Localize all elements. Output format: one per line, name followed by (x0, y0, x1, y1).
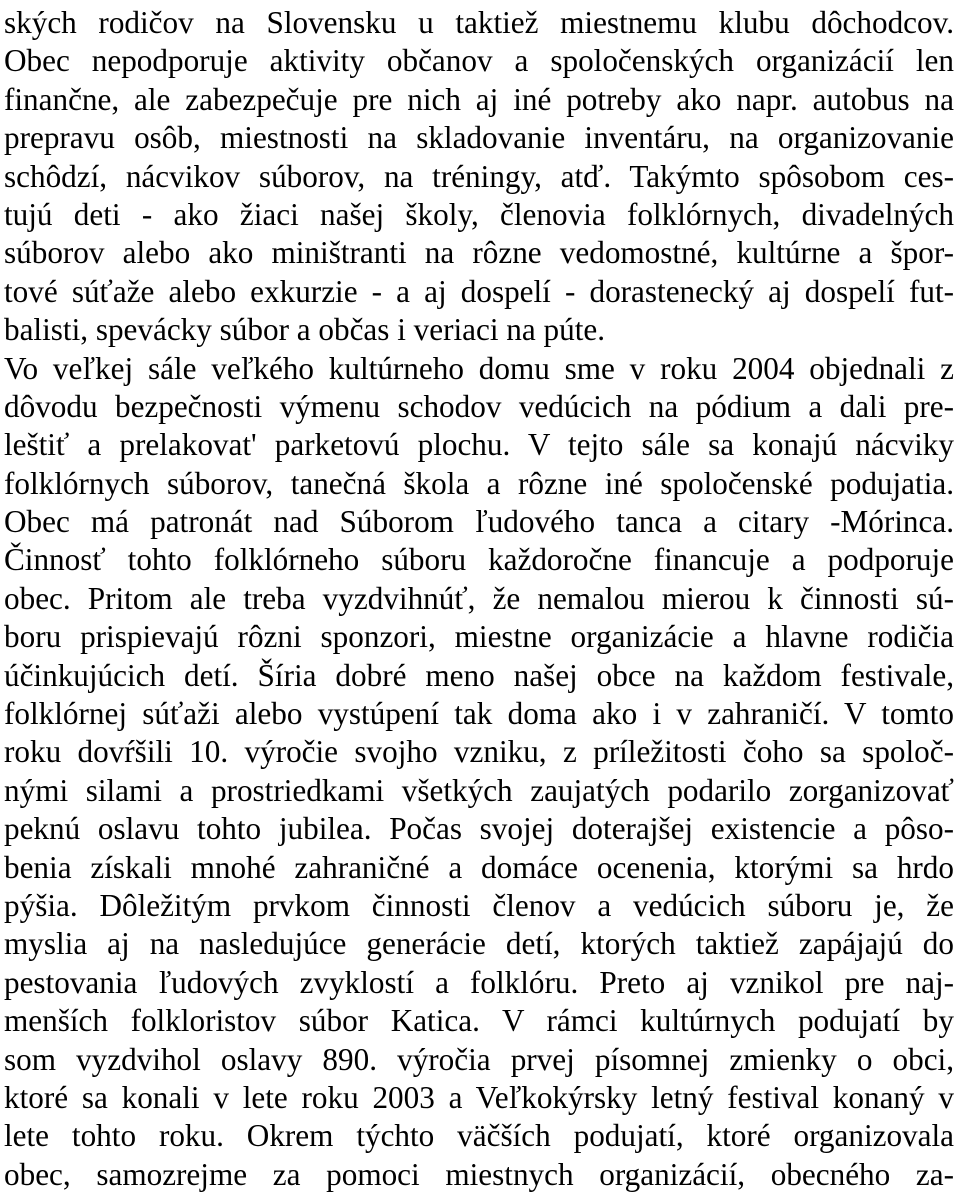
text-line: účinkujúcich detí. Šíria dobré meno našej obce na každom festivale, (4, 657, 954, 693)
text-line: ktoré sa konali v lete roku 2003 a Veľkokýrsky letný festival konaný v (4, 1079, 954, 1115)
text-line: finančne, ale zabezpečuje pre nich aj iné potreby ako napr. autobus na (4, 81, 954, 117)
text-line: pestovania ľudových zvyklostí a folklóru. Preto aj vznikol pre naj- (4, 964, 954, 1000)
text-line: folklórnej súťaži alebo vystúpení tak doma ako i v zahraničí. V tomto (4, 696, 954, 732)
text-line: prepravu osôb, miestnosti na skladovanie inventáru, na organizovanie (4, 120, 954, 156)
text-line: obec. Pritom ale treba vyzdvihnúť, že nemalou mierou k činnosti sú- (4, 580, 954, 616)
text-line: myslia aj na nasledujúce generácie detí, ktorých taktiež zapájajú do (4, 926, 954, 962)
text-line: súborov alebo ako miništranti na rôzne vedomostné, kultúrne a špor- (4, 235, 954, 271)
text-line: Vo veľkej sále veľkého kultúrneho domu sme v roku 2004 objednali z (4, 350, 954, 386)
text-line: Činnosť tohto folklórneho súboru každoročne financuje a podporuje (4, 542, 954, 578)
text-line: peknú oslavu tohto jubilea. Počas svojej doterajšej existencie a pôso- (4, 811, 954, 847)
text-line: balisti, spevácky súbor a občas i veriaci na púte. (4, 312, 606, 348)
text-line: obec, samozrejme za pomoci miestnych organizácií, obecného za- (4, 1156, 954, 1192)
text-line: pýšia. Dôležitým prvkom činnosti členov a vedúcich súboru je, že (4, 887, 954, 923)
text-line: dôvodu bezpečnosti výmenu schodov vedúcich na pódium a dali pre- (4, 388, 954, 424)
text-line: benia získali mnohé zahraničné a domáce ocenenia, ktorými sa hrdo (4, 849, 954, 885)
text-line: nými silami a prostriedkami všetkých zaujatých podarilo zorganizovať (4, 772, 954, 808)
text-line: tové súťaže alebo exkurzie - a aj dospelí - dorastenecký aj dospelí fut- (4, 273, 954, 309)
text-line: schôdzí, nácvikov súborov, na tréningy, atď. Takýmto spôsobom ces- (4, 158, 954, 194)
text-line: Obec má patronát nad Súborom ľudového tanca a citary -Mórinca. (4, 504, 954, 540)
text-line: menších folkloristov súbor Katica. V rámci kultúrnych podujatí by (4, 1003, 954, 1039)
text-line: tujú deti - ako žiaci našej školy, členovia folklórnych, divadelných (4, 196, 954, 232)
text-line: leštiť a prelakovat' parketovú plochu. V tejto sále sa konajú nácviky (4, 427, 954, 463)
text-line: boru prispievajú rôzni sponzori, miestne organizácie a hlavne rodičia (4, 619, 954, 655)
text-line: Obec nepodporuje aktivity občanov a spoločenských organizácií len (4, 43, 954, 79)
text-line: folklórnych súborov, tanečná škola a rôzne iné spoločenské podujatia. (4, 465, 954, 501)
text-line: ských rodičov na Slovensku u taktiež miestnemu klubu dôchodcov. (4, 5, 954, 40)
text-line: lete tohto roku. Okrem týchto väčších podujatí, ktoré organizovala (4, 1118, 954, 1154)
text-line: roku dovŕšili 10. výročie svojho vzniku, z príležitosti čoho sa spoloč- (4, 734, 954, 770)
text-line: som vyzdvihol oslavy 890. výročia prvej písomnej zmienky o obci, (4, 1041, 954, 1077)
